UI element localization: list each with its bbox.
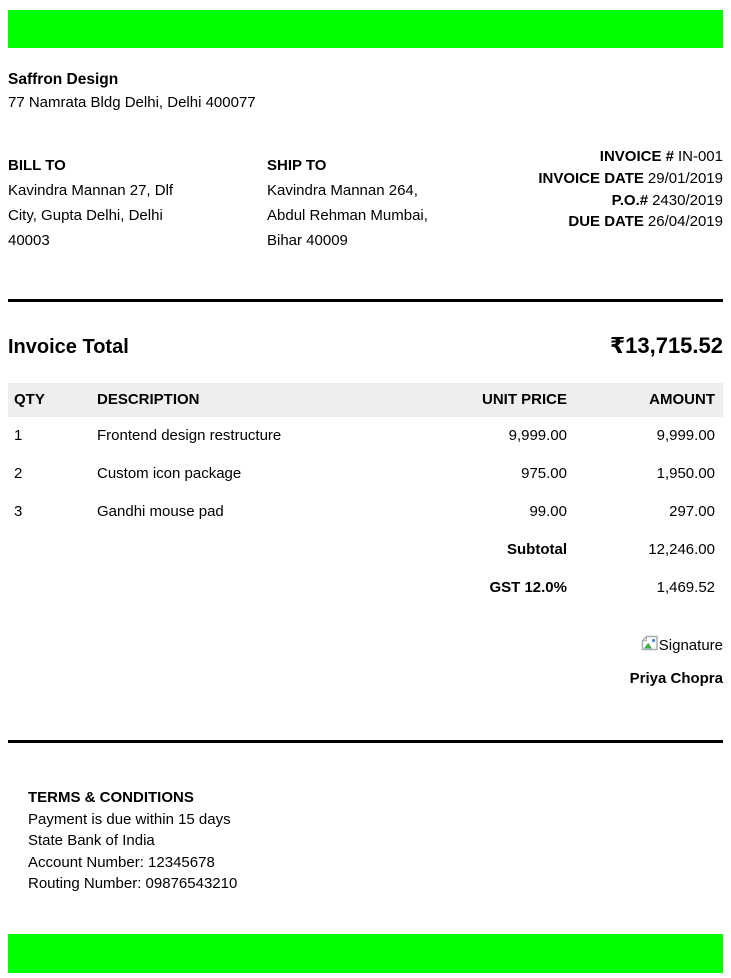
amount-cell: 1,950.00 (656, 465, 715, 482)
bottom-accent-bar (8, 934, 723, 973)
due-date-label: DUE DATE (568, 213, 644, 231)
invoice-number-row (538, 146, 723, 168)
unit-price-cell: 9,999.00 (508, 427, 567, 444)
company-name: Saffron Design (8, 71, 119, 88)
ship-to-address: Kavindra Mannan 264, Abdul Rehman Mumbai, Bihar 40009 (267, 182, 428, 249)
qty-cell: 3 (14, 503, 23, 520)
gst-row (8, 569, 723, 607)
terms-line: Account Number: 12345678 (28, 853, 215, 871)
invoice-date-value: 29/01/2019 (647, 169, 723, 187)
table-row (8, 493, 723, 531)
invoice-number-value: IN-001 (677, 148, 723, 165)
invoice-total-amount: ₹13,715.52 (609, 333, 723, 358)
terms-section (8, 787, 723, 895)
description-column-header: DESCRIPTION (89, 383, 423, 417)
items-table-header-row (8, 383, 723, 417)
terms-title: TERMS & CONDITIONS (28, 789, 194, 806)
unit-price-cell: 99.00 (529, 503, 567, 520)
po-number-label: P.O.# (611, 191, 649, 209)
po-number-value: 2430/2019 (652, 191, 723, 209)
invoice-total-section (8, 333, 723, 359)
signature-image-placeholder (641, 635, 723, 656)
table-row (8, 417, 723, 455)
company-address: 77 Namrata Bldg Delhi, Delhi 400077 (8, 94, 256, 111)
po-number-row (538, 190, 723, 212)
terms-line: Routing Number: 09876543210 (28, 875, 238, 892)
due-date-row (538, 211, 723, 233)
ship-to-section (267, 153, 526, 253)
description-cell: Custom icon package (97, 465, 242, 482)
due-date-value: 26/04/2019 (647, 213, 723, 231)
invoice-date-row (538, 168, 723, 190)
signature-alt-text: Signature (658, 636, 723, 654)
company-header (8, 72, 723, 111)
parties-section (8, 148, 723, 253)
amount-column-header: AMOUNT (575, 383, 723, 417)
subtotal-value: 12,246.00 (648, 541, 715, 558)
terms-line: State Bank of India (28, 832, 155, 849)
unit-price-cell: 975.00 (521, 465, 567, 482)
top-accent-bar (8, 10, 723, 48)
qty-cell: 2 (14, 465, 23, 482)
invoice-number-label: INVOICE # (599, 148, 674, 165)
qty-cell: 1 (14, 427, 23, 444)
items-table (8, 383, 723, 607)
invoice-total-label: Invoice Total (8, 336, 129, 358)
description-cell: Gandhi mouse pad (97, 503, 224, 520)
terms-line: Payment is due within 15 days (28, 810, 231, 828)
unit-price-column-header: UNIT PRICE (423, 383, 575, 417)
ship-to-label: SHIP TO (267, 157, 327, 174)
broken-image-icon (641, 635, 659, 656)
signature-section (8, 635, 723, 688)
invoice-meta (538, 146, 723, 253)
signatory-name: Priya Chopra (629, 670, 723, 687)
invoice-date-label: INVOICE DATE (538, 169, 644, 187)
subtotal-label: Subtotal (507, 541, 567, 558)
bill-to-address: Kavindra Mannan 27, Dlf City, Gupta Delhi, Delhi 40003 (8, 182, 174, 249)
gst-value: 1,469.52 (656, 579, 715, 596)
bill-to-section (8, 153, 267, 253)
amount-cell: 9,999.00 (656, 427, 715, 444)
subtotal-row (8, 531, 723, 569)
table-row (8, 455, 723, 493)
bill-to-label: BILL TO (8, 157, 66, 174)
divider-top (8, 299, 723, 302)
gst-label: GST 12.0% (489, 579, 567, 596)
description-cell: Frontend design restructure (97, 427, 282, 444)
divider-bottom (8, 740, 723, 743)
amount-cell: 297.00 (669, 503, 715, 520)
qty-column-header: QTY (8, 383, 89, 417)
